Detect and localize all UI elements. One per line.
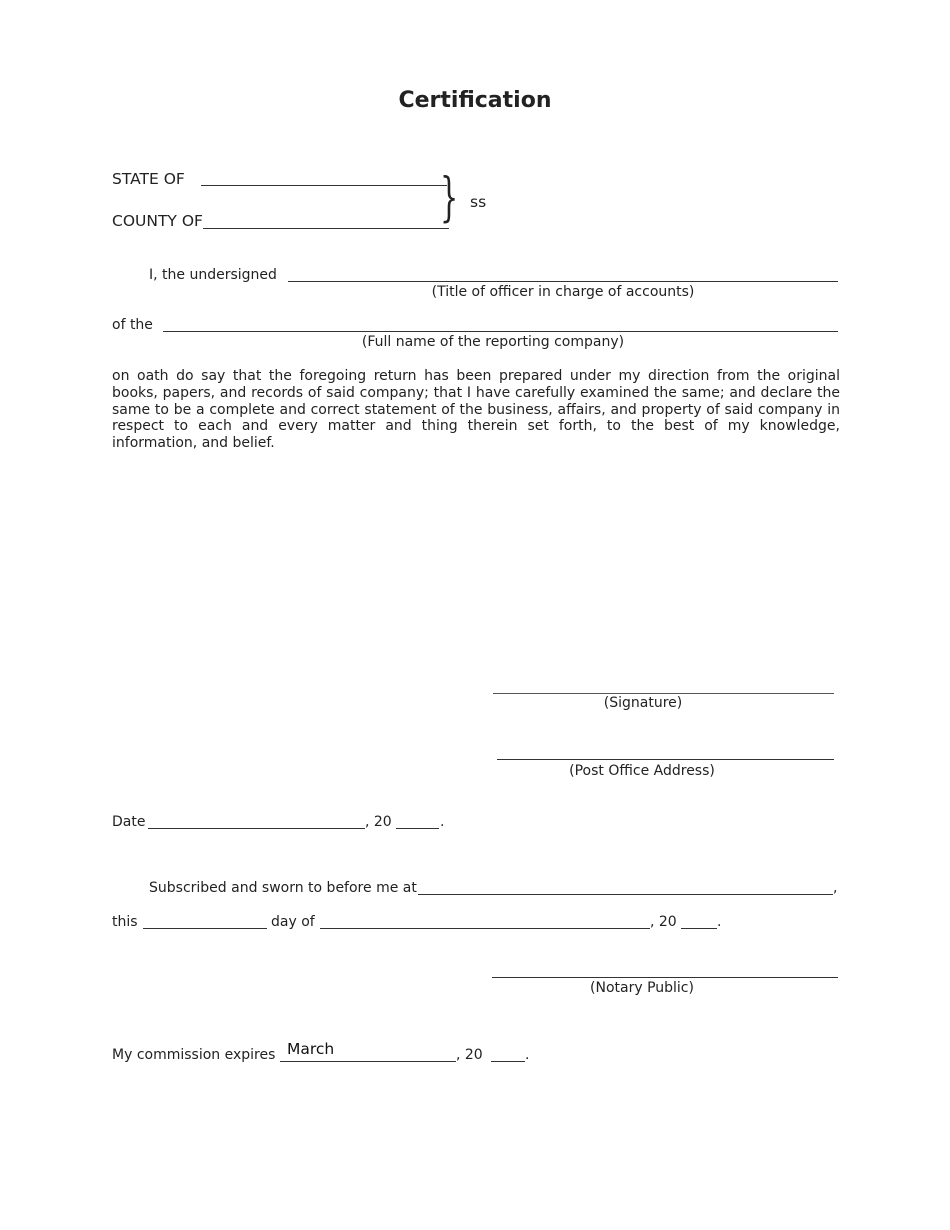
date-field[interactable] <box>148 828 365 829</box>
state-field[interactable] <box>201 185 447 186</box>
sworn-month-field[interactable] <box>320 928 650 929</box>
date-year-field[interactable] <box>396 828 439 829</box>
this-label: this <box>112 914 138 930</box>
signature-caption: (Signature) <box>603 695 683 711</box>
signature-field[interactable] <box>493 693 834 694</box>
company-name-field[interactable] <box>163 331 838 332</box>
oath-paragraph: on oath do say that the foregoing return has been prepared under my direction from the original books, papers, and records of said company; that I have carefully examined the same; and declare the same to be a complete and correct statement of the business, affairs, and property of said company in respect to each and every matter and thing therein set forth, to the best of my knowledge, information, and belief. <box>112 368 840 452</box>
sworn-year-suffix: . <box>717 914 722 930</box>
county-field[interactable] <box>203 228 449 229</box>
ss-label: ss <box>470 193 487 211</box>
company-name-caption: (Full name of the reporting company) <box>361 334 625 350</box>
page-title: Certification <box>398 88 552 113</box>
county-label: COUNTY OF <box>112 212 203 230</box>
sworn-day-field[interactable] <box>143 928 267 929</box>
commission-label: My commission expires <box>112 1047 276 1063</box>
of-the-label: of the <box>112 317 153 333</box>
sworn-location-field[interactable] <box>418 894 833 895</box>
commission-month-value[interactable]: March <box>287 1040 335 1058</box>
notary-caption: (Notary Public) <box>590 980 694 996</box>
state-label: STATE OF <box>112 170 185 188</box>
commission-year-suffix: . <box>525 1047 530 1063</box>
date-label: Date <box>112 814 146 830</box>
subscribed-label: Subscribed and sworn to before me at <box>149 880 417 896</box>
sworn-year-field[interactable] <box>681 928 717 929</box>
day-of-label: day of <box>271 914 315 930</box>
undersigned-label: I, the undersigned <box>149 267 277 283</box>
sworn-year-prefix: , 20 <box>650 914 677 930</box>
date-year-prefix: , 20 <box>365 814 392 830</box>
notary-signature-field[interactable] <box>492 977 838 978</box>
brace-symbol: } <box>440 168 459 228</box>
address-caption: (Post Office Address) <box>569 763 715 779</box>
subscribed-suffix: , <box>833 880 838 896</box>
officer-title-caption: (Title of officer in charge of accounts) <box>431 284 695 300</box>
date-year-suffix: . <box>440 814 445 830</box>
address-field[interactable] <box>497 759 834 760</box>
commission-year-prefix: , 20 <box>456 1047 483 1063</box>
commission-year-field[interactable] <box>491 1061 525 1062</box>
commission-month-field[interactable] <box>280 1061 456 1062</box>
officer-title-field[interactable] <box>288 281 838 282</box>
